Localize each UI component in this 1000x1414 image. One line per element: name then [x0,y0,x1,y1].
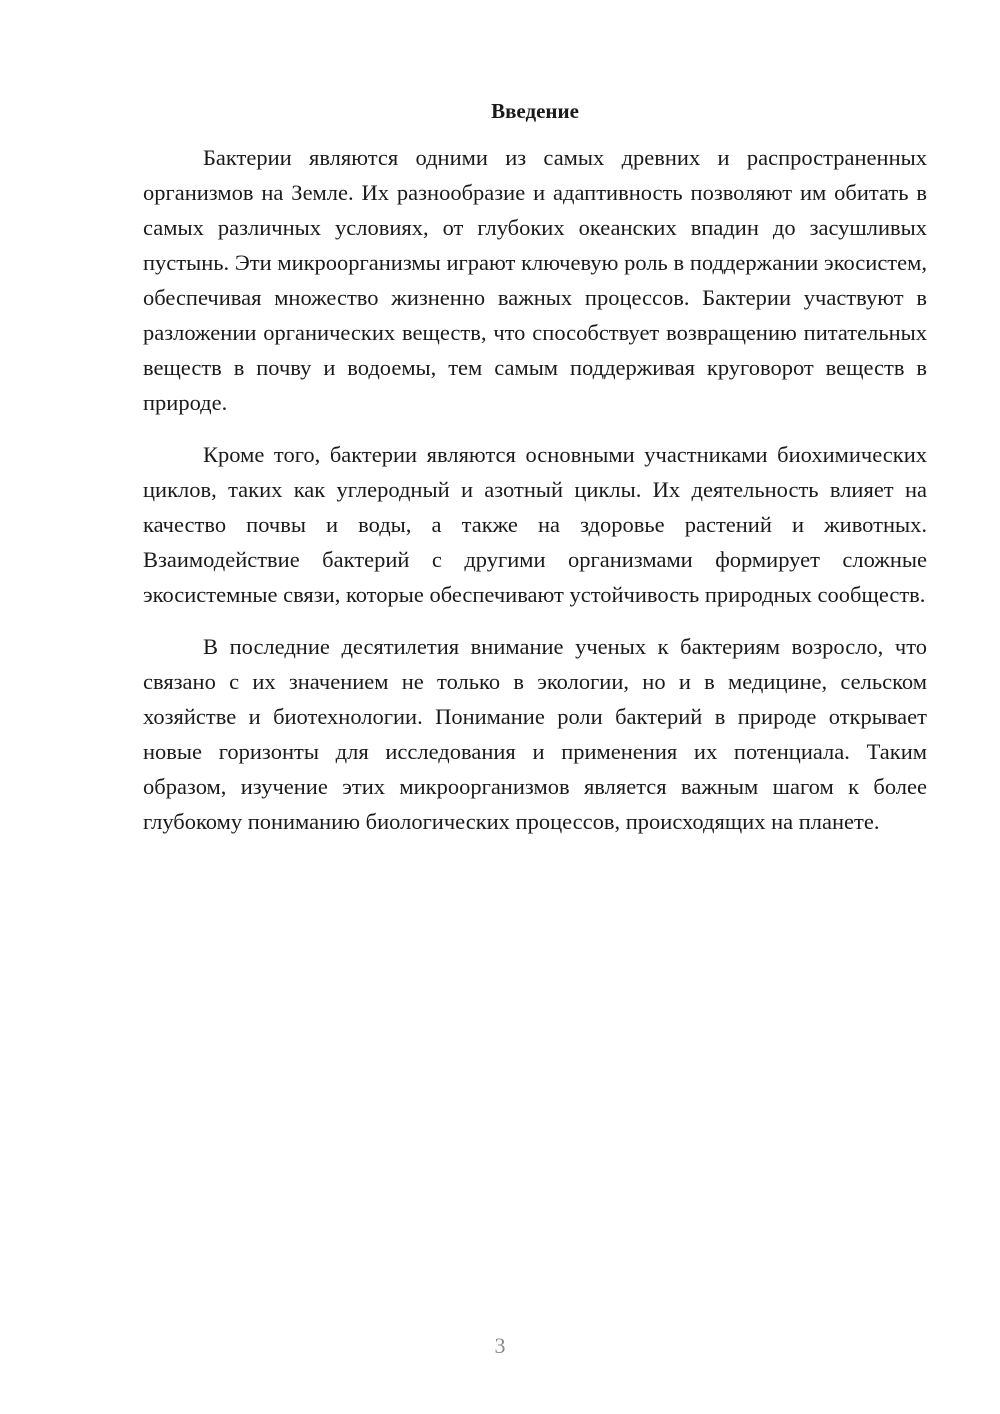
paragraph-3: В последние десятилетия внимание ученых к бактериям возросло, что связано с их значением не только в экологии, но и в медицине, сельском хозяйстве и биотехнологии. Понимание роли бактерий в природе открывает новые горизонты для исследования и применения их потенциала. Таким образом, изучение этих микроорганизмов является важным шагом к более глубокому пониманию биологических процессов, происходящих на планете. [143,634,927,834]
page-number: 3 [494,1333,506,1358]
paragraph-1: Бактерии являются одними из самых древних и распространенных организмов на Земле. Их разнообразие и адаптивность позволяют им обитать в самых различных условиях, от глубоких океанских впадин до засушливых пустынь. Эти микроорганизмы играют ключевую роль в поддержании экосистем, обеспечивая множество жизненно важных процессов. Бактерии участвуют в разложении органических веществ, что способствует возвращению питательных веществ в почву и водоемы, тем самым поддерживая круговорот веществ в природе. [143,145,927,415]
page-body [143,96,927,856]
section-heading: Введение [491,99,579,123]
paragraph-2: Кроме того, бактерии являются основными участниками биохимических циклов, таких как углеродный и азотный циклы. Их деятельность влияет на качество почвы и воды, а также на здоровье растений и животных. Взаимодействие бактерий с другими организмами формирует сложные экосистемные связи, которые обеспечивают устойчивость природных сообществ. [143,442,927,607]
